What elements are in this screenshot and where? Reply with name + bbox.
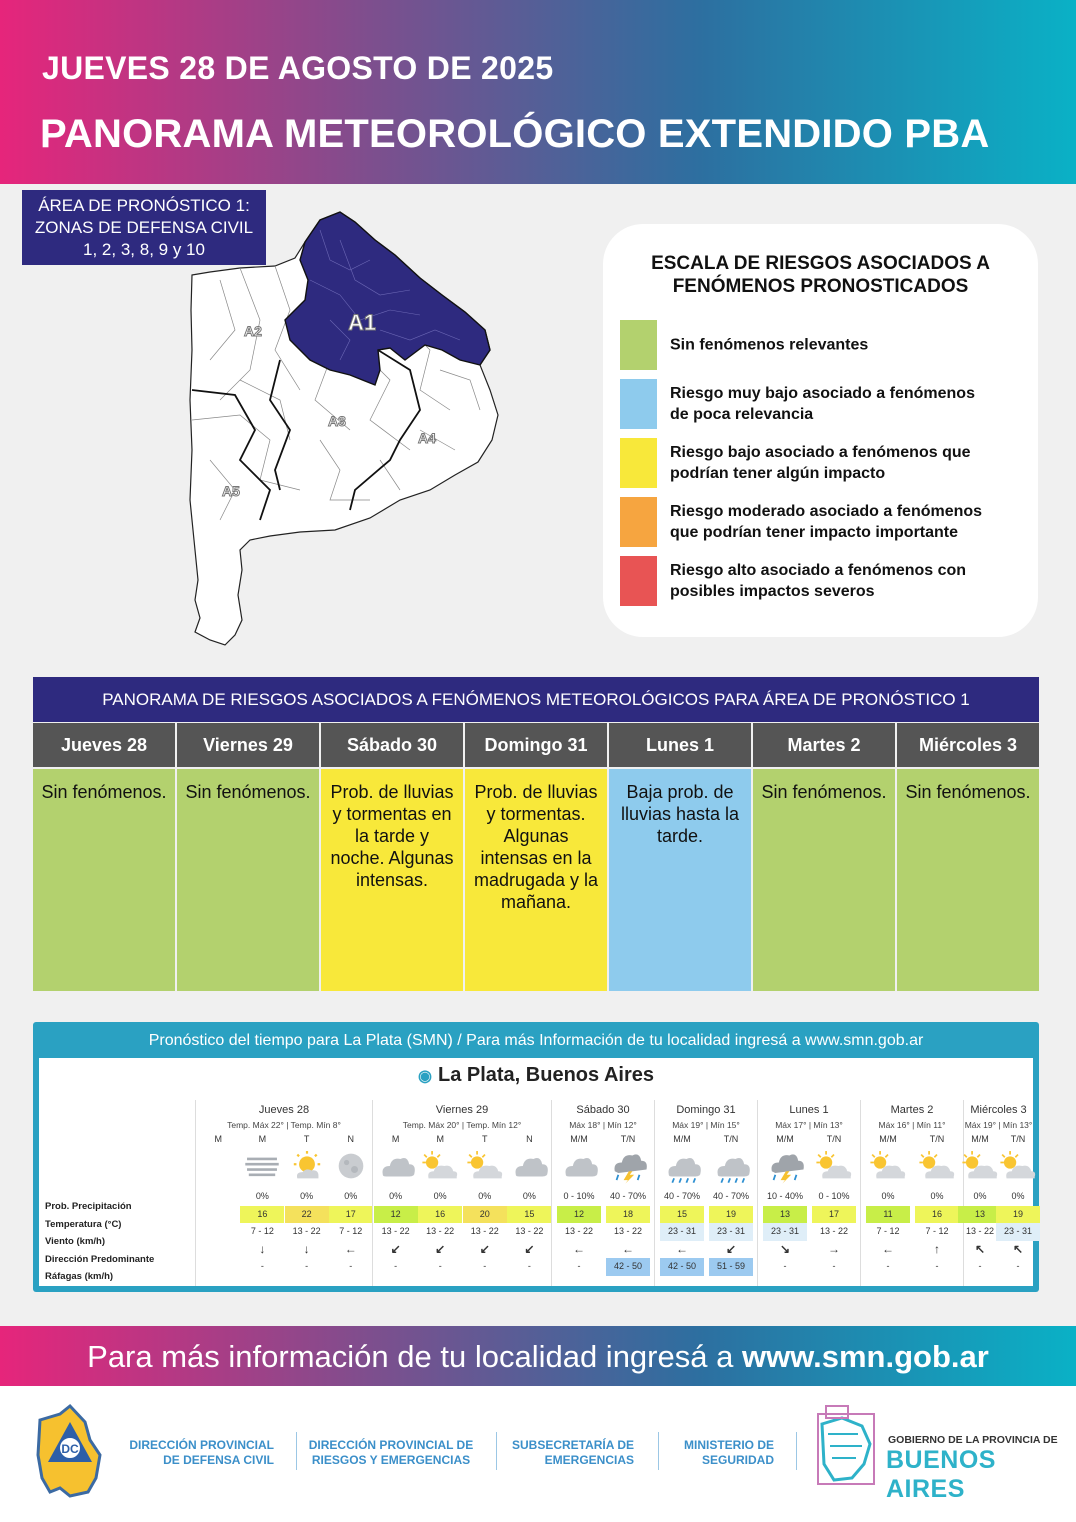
wind-gust: 42 - 50 bbox=[660, 1258, 704, 1276]
forecast-day bbox=[757, 1100, 860, 1286]
legend-label bbox=[670, 560, 1010, 602]
forecast-day-name: Jueves 28 bbox=[258, 1104, 310, 1116]
rain-icon bbox=[709, 1146, 753, 1186]
temperature: 17 bbox=[329, 1206, 373, 1224]
precip-prob: 40 - 70% bbox=[663, 1191, 701, 1201]
divider bbox=[796, 1432, 797, 1470]
precip-prob: 0% bbox=[522, 1191, 536, 1201]
temperature: 13 bbox=[958, 1206, 1002, 1224]
legend-label-line: Riesgo moderado asociado a fenómenos bbox=[670, 503, 983, 520]
temperature: 15 bbox=[660, 1206, 704, 1224]
wind-direction-icon: → bbox=[828, 1241, 840, 1256]
precip-prob: 10 - 40% bbox=[766, 1191, 804, 1201]
slot-values bbox=[507, 1188, 551, 1276]
org-line: DIRECCIÓN PROVINCIAL DE bbox=[308, 1438, 474, 1452]
precip-prob: 40 - 70% bbox=[609, 1191, 647, 1201]
sun-icon bbox=[285, 1146, 329, 1186]
day-risk-text: Prob. de lluvias y tormentas. Algunas intensas en la madrugada y la mañana. bbox=[465, 769, 607, 991]
forecast-day-temps: Máx 19° | Mín 13° bbox=[964, 1120, 1033, 1130]
suncloud-icon bbox=[463, 1146, 507, 1186]
precip-prob: 0% bbox=[478, 1191, 492, 1201]
row-label: Viento (km/h) bbox=[45, 1236, 105, 1247]
suncloud-icon bbox=[996, 1146, 1040, 1186]
slot-period: M bbox=[436, 1134, 444, 1144]
day-risk-text: Prob. de lluvias y tormentas en la tarde y noche. Algunas intensas. bbox=[321, 769, 463, 991]
slot-values bbox=[660, 1188, 704, 1276]
slot-values bbox=[996, 1188, 1040, 1276]
map-tag-a2: A2 bbox=[244, 323, 262, 339]
legend-title-line: ESCALA DE RIESGOS ASOCIADOS A bbox=[651, 253, 990, 274]
day-risk-text: Sin fenómenos. bbox=[177, 769, 319, 991]
slot-values bbox=[709, 1188, 753, 1276]
forecast-slot bbox=[374, 1134, 418, 1271]
wind-gust: - bbox=[1016, 1261, 1020, 1271]
gov-big-text: BUENOS AIRES bbox=[886, 1446, 996, 1503]
legend-swatch bbox=[620, 556, 657, 606]
legend-label-line: posibles impactos severos bbox=[670, 583, 875, 600]
legend-label bbox=[670, 335, 1010, 356]
forecast-slot bbox=[329, 1134, 373, 1271]
day-risk-text: Sin fenómenos. bbox=[897, 769, 1039, 991]
precip-prob: 0 - 10% bbox=[818, 1191, 850, 1201]
slot-values bbox=[915, 1188, 959, 1276]
org-line: SUBSECRETARÍA DE bbox=[511, 1438, 634, 1452]
slot-period: T/N bbox=[620, 1134, 636, 1144]
precip-prob: 0% bbox=[973, 1191, 987, 1201]
precip-prob: 0% bbox=[1011, 1191, 1025, 1201]
wind-direction-icon: ↓ bbox=[303, 1241, 310, 1256]
wind-direction-icon: ↘ bbox=[779, 1241, 791, 1256]
slot-period: T/N bbox=[1010, 1134, 1026, 1144]
forecast-day-name: Lunes 1 bbox=[789, 1104, 829, 1116]
temperature: 19 bbox=[996, 1206, 1040, 1224]
logos-bar bbox=[0, 1386, 1076, 1522]
divider bbox=[296, 1432, 297, 1470]
wind-gust: - bbox=[305, 1261, 309, 1271]
forecast-slot bbox=[507, 1134, 551, 1271]
wind-speed: 23 - 31 bbox=[763, 1223, 807, 1241]
precip-prob: 0% bbox=[433, 1191, 447, 1201]
day-name: Sábado 30 bbox=[321, 723, 463, 767]
precip-prob: 0% bbox=[389, 1191, 403, 1201]
legend-label bbox=[670, 383, 1010, 425]
location-title bbox=[39, 1064, 1033, 1087]
slot-period: T bbox=[482, 1134, 488, 1144]
temperature: 13 bbox=[763, 1206, 807, 1224]
forecast-slot bbox=[709, 1134, 753, 1271]
day-name: Domingo 31 bbox=[465, 723, 607, 767]
slot-values bbox=[812, 1188, 856, 1276]
legend-item bbox=[620, 320, 1020, 370]
forecast-day-temps: Máx 16° | Mín 11° bbox=[878, 1120, 946, 1130]
slot-period: T/N bbox=[723, 1134, 739, 1144]
wind-gust: - bbox=[978, 1261, 982, 1271]
legend-item bbox=[620, 379, 1020, 429]
wind-speed: 7 - 12 bbox=[876, 1226, 900, 1236]
forecast-day-name: Viernes 29 bbox=[435, 1104, 489, 1116]
map-tag-a1: A1 bbox=[348, 310, 377, 335]
wind-speed: 13 - 22 bbox=[292, 1226, 321, 1236]
fog-icon bbox=[240, 1146, 284, 1186]
page-title: PANORAMA METEOROLÓGICO EXTENDIDO PBA bbox=[40, 112, 990, 156]
slot-period: T/N bbox=[826, 1134, 842, 1144]
forecast-slot bbox=[240, 1134, 284, 1271]
wind-speed: 13 - 22 bbox=[426, 1226, 455, 1236]
defensa-civil-logo bbox=[30, 1400, 110, 1500]
wind-gust: - bbox=[349, 1261, 353, 1271]
wind-gust: 42 - 50 bbox=[606, 1258, 650, 1276]
map-tag-a4: A4 bbox=[418, 430, 436, 446]
wind-speed bbox=[196, 1223, 240, 1241]
wind-gust: - bbox=[483, 1261, 487, 1271]
forecast-day-temps: Máx 19° | Mín 15° bbox=[672, 1120, 740, 1130]
legend-item bbox=[620, 438, 1020, 488]
suncloud-icon bbox=[812, 1146, 856, 1186]
forecast-slot bbox=[196, 1134, 240, 1186]
wind-speed: 13 - 22 bbox=[470, 1226, 499, 1236]
day-name: Martes 2 bbox=[753, 723, 895, 767]
org-line: DE DEFENSA CIVIL bbox=[163, 1453, 274, 1467]
legend-label-line: de poca relevancia bbox=[670, 406, 814, 423]
forecast-slot bbox=[418, 1134, 462, 1271]
slot-values bbox=[866, 1188, 910, 1276]
forecast-slot bbox=[915, 1134, 959, 1271]
precip-prob: 0% bbox=[255, 1191, 269, 1201]
storm-icon bbox=[763, 1146, 807, 1186]
row-label: Dirección Predominante bbox=[45, 1253, 155, 1265]
precip-prob: 0% bbox=[930, 1191, 944, 1201]
legend-label-line: Sin fenómenos relevantes bbox=[670, 336, 869, 354]
precip-prob bbox=[196, 1188, 240, 1206]
slot-values bbox=[196, 1188, 240, 1276]
org-line: EMERGENCIAS bbox=[544, 1453, 634, 1467]
wind-direction-icon: ↖ bbox=[974, 1241, 986, 1256]
forecast-day-name: Martes 2 bbox=[890, 1104, 934, 1116]
day-risk-text: Sin fenómenos. bbox=[753, 769, 895, 991]
wind-speed: 7 - 12 bbox=[339, 1226, 363, 1236]
slot-values bbox=[557, 1188, 601, 1276]
legend-swatch bbox=[620, 320, 657, 370]
risk-scale-legend bbox=[603, 224, 1038, 637]
forecast-slot bbox=[606, 1134, 650, 1271]
temperature: 18 bbox=[606, 1206, 650, 1224]
org-subsecretaria bbox=[508, 1438, 634, 1468]
day-column bbox=[465, 723, 607, 991]
day-column bbox=[33, 723, 175, 991]
precip-prob: 0 - 10% bbox=[563, 1191, 595, 1201]
wind-gust: - bbox=[935, 1261, 939, 1271]
temperature bbox=[196, 1206, 240, 1224]
slot-period: T bbox=[303, 1134, 310, 1144]
wind-direction-icon: ← bbox=[622, 1241, 634, 1256]
slot-values bbox=[374, 1188, 418, 1276]
precip-prob: 40 - 70% bbox=[712, 1191, 750, 1201]
legend-swatch bbox=[620, 497, 657, 547]
slot-period: M/M bbox=[570, 1134, 588, 1144]
precip-prob: 0% bbox=[344, 1191, 358, 1201]
legend-item bbox=[620, 556, 1020, 606]
risk-table-title: PANORAMA DE RIESGOS ASOCIADOS A FENÓMENOS METEOROLÓGICOS PARA ÁREA DE PRONÓSTICO 1 bbox=[33, 677, 1039, 722]
wind-direction-icon: ← bbox=[573, 1241, 585, 1256]
wind-direction-icon: ↑ bbox=[934, 1241, 940, 1256]
org-defensa-civil bbox=[128, 1438, 274, 1468]
slot-values bbox=[463, 1188, 507, 1276]
area-label-line: 1, 2, 3, 8, 9 y 10 bbox=[83, 240, 205, 259]
forecast-day bbox=[860, 1100, 963, 1286]
wind-gust: - bbox=[394, 1261, 398, 1271]
none-icon bbox=[196, 1146, 240, 1186]
wind-direction-icon: ↙ bbox=[524, 1241, 535, 1256]
forecast-day-temps: Máx 17° | Mín 13° bbox=[775, 1120, 843, 1130]
slot-values bbox=[329, 1188, 373, 1276]
footer-url-link[interactable]: www.smn.gob.ar bbox=[741, 1339, 989, 1374]
slot-values bbox=[285, 1188, 329, 1276]
temperature: 16 bbox=[240, 1206, 284, 1224]
slot-period: M/M bbox=[673, 1134, 691, 1144]
divider bbox=[496, 1432, 497, 1470]
dc-logo-text: DC bbox=[61, 1442, 79, 1456]
forecast-day bbox=[195, 1100, 372, 1286]
forecast-slot bbox=[557, 1134, 601, 1271]
slot-period: M/M bbox=[879, 1134, 897, 1144]
wind-direction-icon: ↓ bbox=[259, 1241, 266, 1256]
wind-gust: - bbox=[260, 1261, 264, 1271]
legend-label-line: Riesgo bajo asociado a fenómenos que bbox=[670, 444, 971, 461]
day-name: Viernes 29 bbox=[177, 723, 319, 767]
forecast-slot bbox=[285, 1134, 329, 1271]
day-column bbox=[177, 723, 319, 991]
day-name: Lunes 1 bbox=[609, 723, 751, 767]
row-label: Temperatura (°C) bbox=[45, 1218, 122, 1230]
wind-speed: 13 - 22 bbox=[613, 1226, 643, 1236]
wind-direction-icon: ← bbox=[882, 1241, 894, 1256]
org-line: DIRECCIÓN PROVINCIAL bbox=[129, 1438, 274, 1452]
legend-swatch bbox=[620, 379, 657, 429]
forecast-day-name: Miércoles 3 bbox=[970, 1104, 1027, 1116]
slot-period: M/M bbox=[971, 1134, 989, 1144]
wind-speed: 23 - 31 bbox=[660, 1223, 704, 1241]
slot-values bbox=[606, 1188, 650, 1276]
forecast-day bbox=[551, 1100, 654, 1286]
suncloud-icon bbox=[915, 1146, 959, 1186]
forecast-day-name: Sábado 30 bbox=[576, 1104, 630, 1116]
map-tag-a5: A5 bbox=[222, 483, 240, 499]
forecast-slot bbox=[763, 1134, 807, 1271]
org-line: MINISTERIO DE bbox=[683, 1438, 774, 1452]
gov-small-text: GOBIERNO DE LA PROVINCIA DE bbox=[888, 1434, 1058, 1446]
wind-direction-icon: ← bbox=[676, 1241, 688, 1256]
forecast-day-temps: Temp. Máx 20° | Temp. Mín 12° bbox=[402, 1120, 522, 1130]
slot-period: M bbox=[258, 1134, 267, 1144]
rain-icon bbox=[660, 1146, 704, 1186]
slot-values bbox=[240, 1188, 284, 1276]
slot-period: M bbox=[214, 1134, 222, 1144]
slot-period: N bbox=[347, 1134, 355, 1144]
wind-gust: - bbox=[832, 1261, 836, 1271]
storm-icon bbox=[606, 1146, 650, 1186]
divider bbox=[658, 1432, 659, 1470]
day-column bbox=[753, 723, 895, 991]
forecast-slot bbox=[866, 1134, 910, 1271]
forecast-slot bbox=[463, 1134, 507, 1271]
wind-direction-icon: ↙ bbox=[725, 1241, 737, 1256]
precip-prob: 0% bbox=[881, 1191, 895, 1201]
map-tag-a3: A3 bbox=[328, 413, 346, 429]
temperature: 12 bbox=[374, 1206, 418, 1224]
slot-period: N bbox=[526, 1134, 533, 1144]
header-date: JUEVES 28 DE AGOSTO DE 2025 bbox=[42, 50, 554, 86]
temperature: 17 bbox=[812, 1206, 856, 1224]
wind-speed: 23 - 31 bbox=[709, 1223, 753, 1241]
wind-speed: 7 - 12 bbox=[250, 1226, 274, 1236]
wind-gust: - bbox=[886, 1261, 890, 1271]
day-name: Jueves 28 bbox=[33, 723, 175, 767]
legend-swatch bbox=[620, 438, 657, 488]
cloud-icon bbox=[557, 1146, 601, 1186]
smn-header: Pronóstico del tiempo para La Plata (SMN) / Para más Información de tu localidad ingresá a www.smn.gob.ar bbox=[148, 1032, 924, 1049]
footer-banner bbox=[0, 1326, 1076, 1386]
wind-speed: 13 - 22 bbox=[381, 1226, 410, 1236]
suncloud-icon bbox=[418, 1146, 462, 1186]
location-pin-icon: ◉ bbox=[418, 1068, 432, 1085]
location-name: La Plata, Buenos Aires bbox=[437, 1064, 654, 1086]
temperature: 11 bbox=[866, 1206, 910, 1224]
day-name: Miércoles 3 bbox=[897, 723, 1039, 767]
org-line: SEGURIDAD bbox=[701, 1453, 774, 1467]
smn-forecast-panel bbox=[39, 1058, 1033, 1286]
forecast-day-temps: Máx 18° | Mín 12° bbox=[569, 1120, 637, 1130]
forecast-slot bbox=[812, 1134, 856, 1271]
legend-title bbox=[603, 252, 1038, 298]
wind-gust bbox=[196, 1258, 240, 1276]
temperature: 15 bbox=[507, 1206, 551, 1224]
org-riesgos-emergencias bbox=[306, 1438, 476, 1468]
moon-icon bbox=[329, 1146, 373, 1186]
row-label: Prob. Precipitación bbox=[45, 1201, 132, 1212]
slot-period: M bbox=[391, 1134, 400, 1144]
province-map bbox=[180, 200, 520, 660]
area-label-line: ÁREA DE PRONÓSTICO 1: bbox=[38, 196, 250, 215]
day-column bbox=[897, 723, 1039, 991]
legend-item bbox=[620, 497, 1020, 547]
cloud-icon bbox=[507, 1146, 551, 1186]
legend-label-line: que podrían tener impacto importante bbox=[670, 524, 959, 541]
forecast-day-name: Domingo 31 bbox=[676, 1104, 736, 1116]
forecast-day bbox=[963, 1100, 1033, 1286]
forecast-day-temps: Temp. Máx 22° | Temp. Mín 8° bbox=[227, 1120, 341, 1130]
precip-prob: 0% bbox=[300, 1191, 314, 1201]
legend-label-line: Riesgo muy bajo asociado a fenómenos bbox=[670, 385, 975, 402]
temperature: 19 bbox=[709, 1206, 753, 1224]
org-ministerio bbox=[668, 1438, 774, 1468]
day-column bbox=[321, 723, 463, 991]
wind-direction-icon: ↙ bbox=[390, 1241, 401, 1256]
row-labels bbox=[45, 1198, 195, 1286]
slot-period: T/N bbox=[929, 1134, 945, 1144]
cloud-icon bbox=[374, 1146, 418, 1186]
wind-speed: 23 - 31 bbox=[996, 1223, 1040, 1241]
temperature: 16 bbox=[915, 1206, 959, 1224]
footer-text: Para más información de tu localidad ingresá a bbox=[87, 1339, 742, 1374]
suncloud-icon bbox=[866, 1146, 910, 1186]
wind-direction-icon: ↖ bbox=[1012, 1241, 1024, 1256]
wind-speed: 13 - 22 bbox=[515, 1226, 544, 1236]
wind-gust: 51 - 59 bbox=[709, 1258, 753, 1276]
legend-label bbox=[670, 501, 1010, 543]
forecast-slot bbox=[660, 1134, 704, 1271]
wind-gust: - bbox=[438, 1261, 442, 1271]
temperature: 22 bbox=[285, 1206, 329, 1224]
pba-emblem-logo bbox=[812, 1404, 882, 1496]
day-risk-text: Baja prob. de lluvias hasta la tarde. bbox=[609, 769, 751, 991]
wind-speed: 13 - 22 bbox=[564, 1226, 594, 1236]
temperature: 20 bbox=[463, 1206, 507, 1224]
risk-table bbox=[33, 723, 1039, 991]
slot-period: M/M bbox=[776, 1134, 794, 1144]
wind-speed: 13 - 22 bbox=[965, 1226, 995, 1236]
wind-direction-icon: ↙ bbox=[435, 1241, 446, 1256]
wind-direction-icon bbox=[196, 1241, 240, 1259]
area-label-line: ZONAS DE DEFENSA CIVIL bbox=[34, 218, 254, 237]
forecast-day bbox=[654, 1100, 757, 1286]
wind-speed: 7 - 12 bbox=[925, 1226, 949, 1236]
header-banner bbox=[0, 0, 1076, 184]
legend-title-line: FENÓMENOS PRONOSTICADOS bbox=[672, 276, 969, 297]
wind-direction-icon: ↙ bbox=[479, 1241, 490, 1256]
forecast-day bbox=[372, 1100, 551, 1286]
slot-values bbox=[418, 1188, 462, 1276]
org-line: RIESGOS Y EMERGENCIAS bbox=[311, 1453, 471, 1467]
slot-values bbox=[763, 1188, 807, 1276]
wind-gust: - bbox=[527, 1261, 531, 1271]
forecast-slot bbox=[996, 1134, 1040, 1271]
temperature: 12 bbox=[557, 1206, 601, 1224]
wind-direction-icon: ← bbox=[344, 1241, 357, 1256]
row-label: Ráfagas (km/h) bbox=[45, 1271, 114, 1282]
smn-forecast-widget bbox=[33, 1022, 1039, 1292]
wind-gust: - bbox=[783, 1261, 787, 1271]
temperature: 16 bbox=[418, 1206, 462, 1224]
day-risk-text: Sin fenómenos. bbox=[33, 769, 175, 991]
legend-label bbox=[670, 442, 1010, 484]
legend-label-line: Riesgo alto asociado a fenómenos con bbox=[670, 562, 967, 579]
wind-speed: 13 - 22 bbox=[819, 1226, 849, 1236]
wind-gust: - bbox=[577, 1261, 581, 1271]
day-column bbox=[609, 723, 751, 991]
legend-label-line: podrían tener algún impacto bbox=[670, 465, 886, 482]
